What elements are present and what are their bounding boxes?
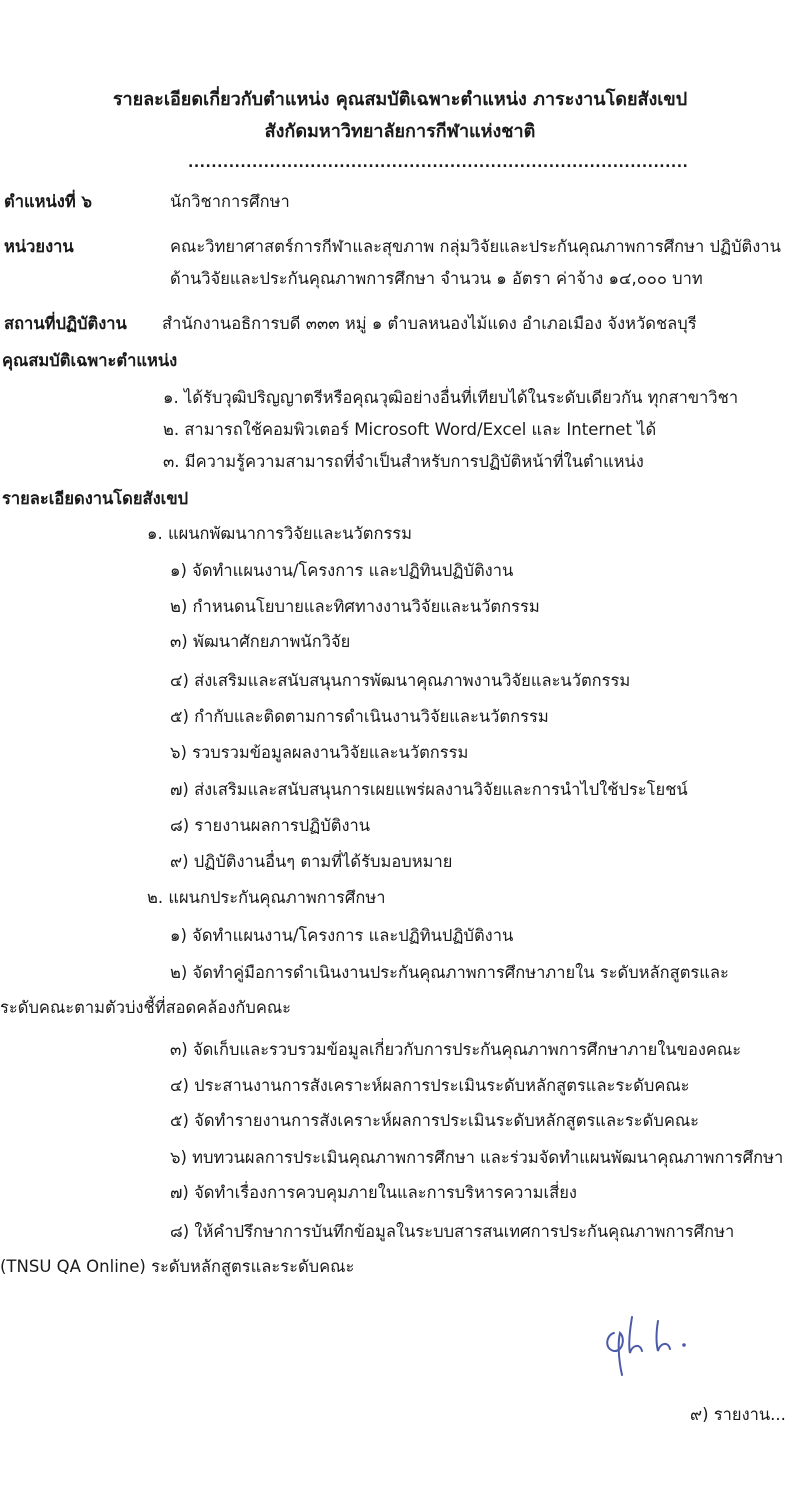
section-1-item: ๖) รวบรวมข้อมูลผลงานวิจัยและนวัตกรรม: [170, 743, 469, 762]
section-2-item-continued: ระดับคณะตามตัวบ่งชี้ที่สอดคล้องกับคณะ: [0, 998, 292, 1017]
title-divider: ......................................................................................: [188, 155, 689, 171]
position-value: นักวิชาการศึกษา: [170, 192, 290, 211]
qualification-item: ๒. สามารถใช้คอมพิวเตอร์ Microsoft Word/Excel และ Internet ได้: [163, 420, 657, 439]
qualifications-heading: คุณสมบัติเฉพาะตำแหน่ง: [2, 351, 178, 370]
section-1-item: ๘) รายงานผลการปฏิบัติงาน: [170, 816, 371, 835]
qualification-item: ๓. มีความรู้ความสามารถที่จำเป็นสำหรับการปฏิบัติหน้าที่ในตำแหน่ง: [163, 452, 644, 471]
section-1-item: ๔) ส่งเสริมและสนับสนุนการพัฒนาคุณภาพงานวิจัยและนวัตกรรม: [170, 671, 631, 690]
document-subtitle: สังกัดมหาวิทยาลัยการกีฬาแห่งชาติ: [264, 121, 536, 142]
continued-text: ๙) รายงาน...: [690, 1405, 786, 1424]
section-2-item: ๗) จัดทำเรื่องการควบคุมภายในและการบริหารความเสี่ยง: [170, 1183, 577, 1202]
section-2-title: ๒. แผนกประกันคุณภาพการศึกษา: [147, 888, 386, 907]
section-2-item: ๓) จัดเก็บและรวบรวมข้อมูลเกี่ยวกับการประกันคุณภาพการศึกษาภายในของคณะ: [170, 1040, 742, 1059]
section-1-item: ๒) กำหนดนโยบายและทิศทางงานวิจัยและนวัตกรรม: [170, 597, 540, 616]
position-label: ตำแหน่งที่ ๖: [4, 192, 92, 211]
unit-label: หน่วยงาน: [4, 237, 74, 256]
handwritten-signature: [600, 1305, 710, 1385]
section-2-item: ๕) จัดทำรายงานการสังเคราะห์ผลการประเมินระดับหลักสูตรและระดับคณะ: [170, 1111, 700, 1130]
section-2-item-continued: (TNSU QA Online) ระดับหลักสูตรและระดับคณะ: [0, 1257, 355, 1276]
section-1-item: ๗) ส่งเสริมและสนับสนุนการเผยแพร่ผลงานวิจัยและการนำไปใช้ประโยชน์: [170, 780, 688, 799]
duties-heading: รายละเอียดงานโดยสังเขป: [2, 489, 189, 508]
workplace-label: สถานที่ปฏิบัติงาน: [4, 314, 127, 333]
section-1-item: ๕) กำกับและติดตามการดำเนินงานวิจัยและนวัตกรรม: [170, 707, 549, 726]
unit-line-2: ด้านวิจัยและประกันคุณภาพการศึกษา จำนวน ๑ อัตรา ค่าจ้าง ๑๔,๐๐๐ บาท: [170, 269, 703, 288]
section-2-item: ๒) จัดทำคู่มือการดำเนินงานประกันคุณภาพการศึกษาภายใน ระดับหลักสูตรและ: [170, 963, 729, 982]
qualification-item: ๑. ได้รับวุฒิปริญญาตรีหรือคุณวุฒิอย่างอื่นที่เทียบได้ในระดับเดียวกัน ทุกสาขาวิชา: [163, 388, 739, 407]
workplace-value: สำนักงานอธิการบดี ๓๓๓ หมู่ ๑ ตำบลหนองไม้แดง อำเภอเมือง จังหวัดชลบุรี: [162, 314, 697, 333]
document-title: รายละเอียดเกี่ยวกับตำแหน่ง คุณสมบัติเฉพาะตำแหน่ง ภาระงานโดยสังเขป: [112, 89, 688, 110]
section-2-item: ๔) ประสานงานการสังเคราะห์ผลการประเมินระดับหลักสูตรและระดับคณะ: [170, 1076, 690, 1095]
section-1-item: ๓) พัฒนาศักยภาพนักวิจัย: [170, 632, 351, 651]
section-2-item: ๖) ทบทวนผลการประเมินคุณภาพการศึกษา และร่วมจัดทำแผนพัฒนาคุณภาพการศึกษา: [170, 1148, 784, 1167]
section-2-item: ๘) ให้คำปรึกษาการบันทึกข้อมูลในระบบสารสนเทศการประกันคุณภาพการศึกษา: [170, 1222, 735, 1241]
section-2-item: ๑) จัดทำแผนงาน/โครงการ และปฏิทินปฏิบัติงาน: [170, 926, 514, 945]
section-1-item: ๑) จัดทำแผนงาน/โครงการ และปฏิทินปฏิบัติงาน: [170, 561, 514, 580]
unit-line-1: คณะวิทยาศาสตร์การกีฬาและสุขภาพ กลุ่มวิจัยและประกันคุณภาพการศึกษา ปฏิบัติงาน: [170, 237, 781, 256]
section-1-title: ๑. แผนกพัฒนาการวิจัยและนวัตกรรม: [147, 524, 413, 543]
section-1-item: ๙) ปฏิบัติงานอื่นๆ ตามที่ได้รับมอบหมาย: [170, 852, 453, 871]
